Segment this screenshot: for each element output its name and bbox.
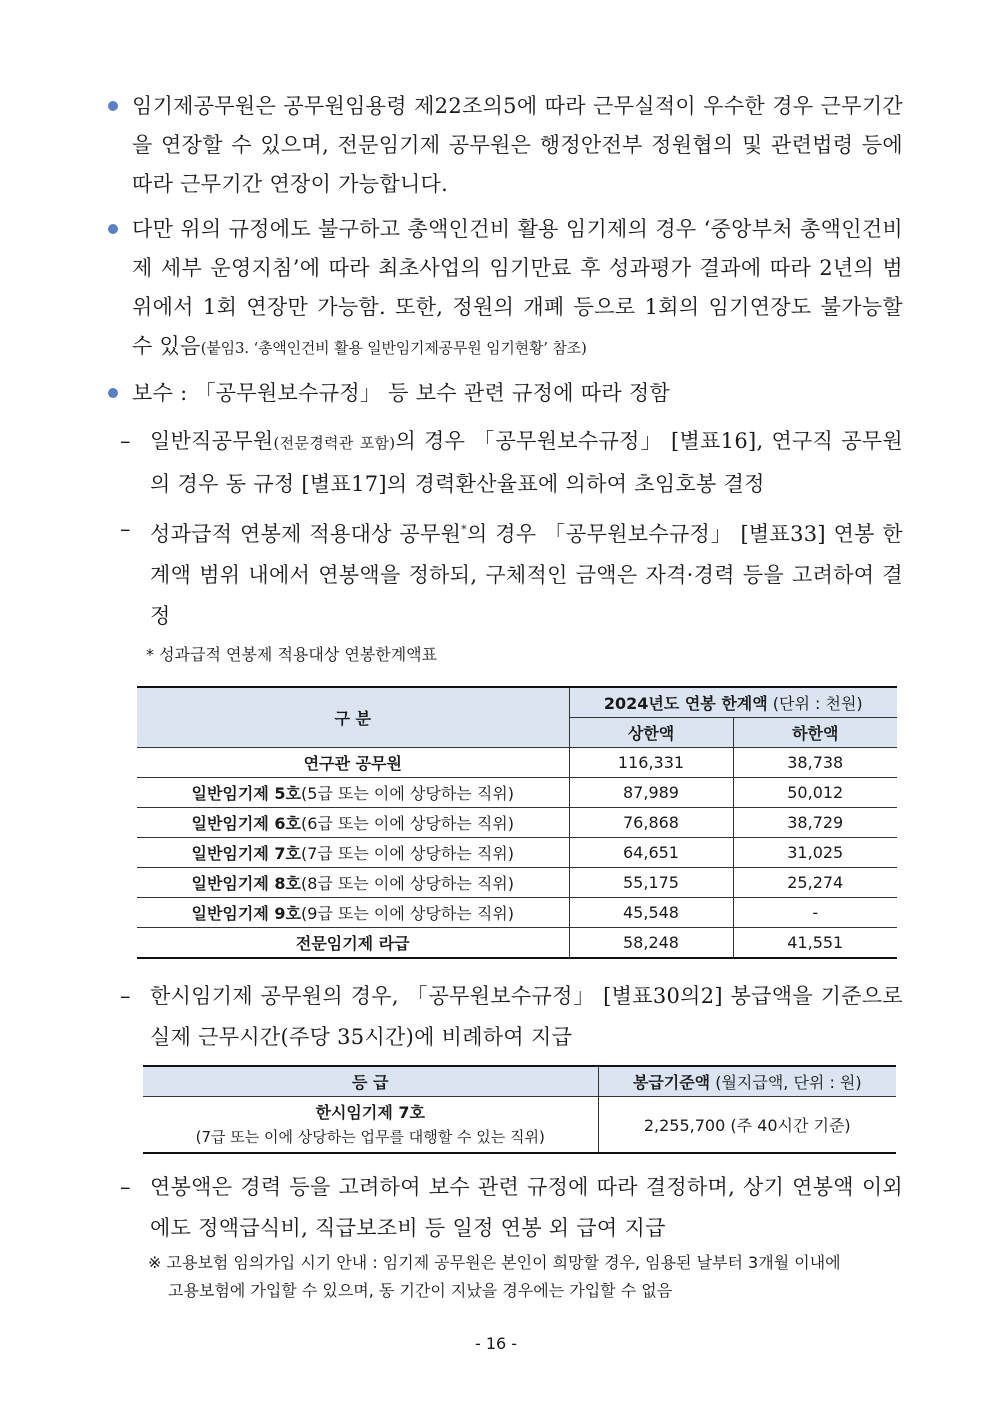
header-year bbox=[569, 687, 897, 718]
dash-paragraph bbox=[120, 509, 903, 637]
row-category bbox=[137, 868, 569, 898]
row-amount: 2,255,700 (주 40시간 기준) bbox=[598, 1097, 896, 1154]
bullet-paragraph bbox=[108, 374, 903, 413]
header-grade: 등 급 bbox=[143, 1066, 598, 1097]
row-lower: 41,551 bbox=[733, 928, 897, 959]
row-category-desc: (8급 또는 이에 상당하는 직위) bbox=[300, 874, 514, 893]
header-upper: 상한액 bbox=[569, 718, 733, 748]
row-category-desc: (6급 또는 이에 상당하는 직위) bbox=[300, 814, 514, 833]
row-upper: 55,175 bbox=[569, 868, 733, 898]
row-lower: 25,274 bbox=[733, 868, 897, 898]
bullet-text: 보수 : 「공무원보수규정」 등 보수 관련 규정에 따라 정함 bbox=[132, 381, 671, 405]
dash-paragraph bbox=[120, 976, 903, 1058]
header-lower: 하한액 bbox=[733, 718, 897, 748]
dash-text-part: 의 경우 「공무원보수규정」 [별표33] 연봉 한계액 범위 내에서 연봉액을 정하되, 구체적인 금액은 자격·경력 등을 고려하여 결정 bbox=[150, 522, 903, 628]
row-upper: 116,331 bbox=[569, 748, 733, 778]
row-category-desc: (9급 또는 이에 상당하는 직위) bbox=[300, 904, 514, 923]
row-upper: 64,651 bbox=[569, 838, 733, 868]
row-upper: 87,989 bbox=[569, 778, 733, 808]
row-category bbox=[137, 748, 569, 778]
row-grade-desc: (7급 또는 이에 상당하는 업무를 대행할 수 있는 직위) bbox=[195, 1127, 545, 1146]
footnote-mark: * bbox=[461, 523, 467, 536]
row-category bbox=[137, 928, 569, 959]
row-lower: - bbox=[733, 898, 897, 928]
table-row bbox=[137, 898, 897, 928]
row-grade-title: 한시임기제 7호 bbox=[315, 1102, 425, 1122]
row-category bbox=[137, 838, 569, 868]
dash-text bbox=[150, 421, 903, 505]
dash-text-small: (전문경력관 포함) bbox=[273, 434, 396, 452]
row-category-desc: (7급 또는 이에 상당하는 직위) bbox=[300, 844, 514, 863]
table-row bbox=[137, 838, 897, 868]
table-row bbox=[137, 808, 897, 838]
row-upper: 76,868 bbox=[569, 808, 733, 838]
dash-text bbox=[150, 509, 903, 637]
dash-text: 한시임기제 공무원의 경우, 「공무원보수규정」 [별표30의2] 봉급액을 기준으로 실제 근무시간(주당 35시간)에 비례하여 지급 bbox=[150, 984, 903, 1049]
header-year-label: 2024년도 연봉 한계액 bbox=[603, 694, 768, 713]
bullet-text: 임기제공무원은 공무원임용령 제22조의5에 따라 근무실적이 우수한 경우 근무기간을 연장할 수 있으며, 전문임기제 공무원은 행정안전부 정원협의 및 관련법령 등에 따라 근무기간 연장이 가능합니다. bbox=[132, 94, 903, 196]
table-caption: * 성과급적 연봉제 적용대상 연봉한계액표 bbox=[146, 645, 438, 664]
row-category bbox=[137, 808, 569, 838]
table-row bbox=[143, 1097, 896, 1154]
row-category-main: 일반임기제 8호 bbox=[191, 874, 301, 893]
dash-text-part: 의 경우 「공무원보수규정」 [별표16], 연구직 공무원의 경우 동 규정 [별표17]의 경력환산율표에 의하여 초임호봉 결정 bbox=[150, 429, 903, 496]
bullet-icon bbox=[108, 388, 118, 398]
row-upper: 58,248 bbox=[569, 928, 733, 959]
footnote-line: 고용보험에 가입할 수 있으며, 동 기간이 지났을 경우에는 가입할 수 없음 bbox=[168, 1281, 673, 1300]
row-category-main: 일반임기제 7호 bbox=[191, 844, 301, 863]
bullet-icon bbox=[108, 224, 118, 234]
header-category: 구 분 bbox=[137, 687, 569, 748]
bullet-paragraph bbox=[108, 210, 903, 368]
row-category bbox=[137, 778, 569, 808]
page-number: - 16 - bbox=[474, 1334, 518, 1353]
dash-marker: – bbox=[120, 429, 131, 453]
row-category bbox=[137, 898, 569, 928]
row-category-main: 일반임기제 5호 bbox=[191, 784, 301, 803]
header-amount-unit: (월지급액, 단위 : 원) bbox=[715, 1073, 862, 1092]
dash-text-part: 일반직공무원 bbox=[150, 429, 274, 453]
row-category-desc: (5급 또는 이에 상당하는 직위) bbox=[300, 784, 514, 803]
dash-marker: – bbox=[120, 1175, 131, 1199]
bullet-text-main: 다만 위의 규정에도 불구하고 총액인건비 활용 임기제의 경우 ‘중앙부처 총액인건비제 세부 운영지침’에 따라 최초사업의 임기만료 후 성과평가 결과에 따라 2년의 범위에서 1회 연장만 가능함. 또한, 정원의 개폐 등으로 1회의 임기연장도 불가능할 수 있음 bbox=[132, 217, 903, 358]
bullet-text bbox=[132, 210, 903, 368]
header-amount-label: 봉급기준액 bbox=[632, 1073, 711, 1092]
header-amount bbox=[598, 1066, 896, 1097]
row-category-main: 연구관 공무원 bbox=[303, 754, 402, 773]
row-category-main: 일반임기제 9호 bbox=[191, 904, 301, 923]
dash-paragraph bbox=[120, 421, 903, 505]
footnote-line bbox=[148, 1249, 908, 1277]
footnote-text: 고용보험 임의가입 시기 안내 : 임기제 공무원은 본인이 희망할 경우, 임용된 날부터 3개월 이내에 bbox=[166, 1253, 841, 1272]
footnote bbox=[148, 1249, 908, 1305]
table-row bbox=[137, 748, 897, 778]
bullet-text-reference: (붙임3. ‘총액인건비 활용 일반임기제공무원 임기현황’ 참조) bbox=[200, 339, 587, 357]
dash-text: 연봉액은 경력 등을 고려하여 보수 관련 규정에 따라 결정하며, 상기 연봉액 이외에도 정액급식비, 직급보조비 등 일정 연봉 외 급여 지급 bbox=[150, 1175, 903, 1240]
table-row bbox=[137, 868, 897, 898]
table-row bbox=[137, 778, 897, 808]
temporary-pay-table bbox=[143, 1065, 896, 1154]
dash-text-part: 성과급적 연봉제 적용대상 공무원 bbox=[150, 522, 462, 546]
row-lower: 31,025 bbox=[733, 838, 897, 868]
dash-marker: – bbox=[120, 984, 131, 1008]
reference-mark-icon: ※ bbox=[148, 1253, 162, 1272]
row-lower: 38,729 bbox=[733, 808, 897, 838]
dash-marker: – bbox=[120, 517, 131, 541]
table-row bbox=[137, 928, 897, 959]
bullet-paragraph bbox=[108, 87, 903, 204]
dash-paragraph bbox=[120, 1167, 903, 1249]
header-unit: (단위 : 천원) bbox=[772, 694, 863, 713]
row-upper: 45,548 bbox=[569, 898, 733, 928]
salary-limit-table bbox=[137, 686, 897, 959]
row-lower: 38,738 bbox=[733, 748, 897, 778]
bullet-icon bbox=[108, 101, 118, 111]
row-grade bbox=[143, 1097, 598, 1154]
row-category-main: 전문임기제 라급 bbox=[295, 934, 410, 953]
row-lower: 50,012 bbox=[733, 778, 897, 808]
row-category-main: 일반임기제 6호 bbox=[191, 814, 301, 833]
